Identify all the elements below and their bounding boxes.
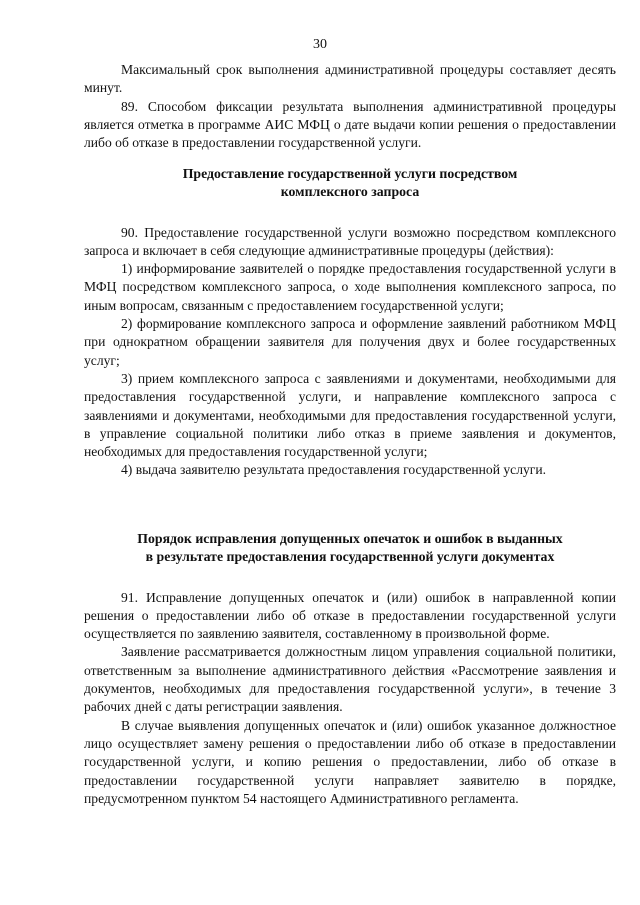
page-number: 30 xyxy=(313,37,327,52)
section-complex-request xyxy=(84,165,616,480)
paragraph-review: Заявление рассматривается должностным лицом управления социальной политики, ответственным за выполнение административного действия «Рассмотрение заявления и документов, необходимых для предоставления государственной услуги», в течение 3 рабочих дней с даты регистрации заявления. xyxy=(84,644,616,715)
intro-block xyxy=(84,61,616,152)
section-heading-line-1: Порядок исправления допущенных опечаток и ошибок в выданных xyxy=(137,531,563,546)
section-heading-line-1: Предоставление государственной услуги посредством xyxy=(182,166,518,181)
paragraph-91: 91. Исправление допущенных опечаток и (или) ошибок в направленной копии решения о предоставлении либо об отказе в предоставлении государственной услуги осуществляется по заявлению заявителя, составленному в произвольной форме. xyxy=(84,589,616,642)
paragraph-89: 89. Способом фиксации результата выполнения административной процедуры является отметка в программе АИС МФЦ о дате выдачи копии решения о предоставлении либо об отказе в предоставлении государственной услуги. xyxy=(84,98,616,151)
section-heading-line-2: в результате предоставления государственной услуги документах xyxy=(145,549,555,565)
paragraph-90: 90. Предоставление государственной услуги возможно посредством комплексного запроса и включает в себя следующие административные процедуры (действия): xyxy=(84,224,616,258)
section-error-correction xyxy=(84,530,616,808)
list-item: 2) формирование комплексного запроса и оформление заявлений работником МФЦ при однократном обращении заявителя для получения двух и более государственных услуг; xyxy=(84,316,616,368)
paragraph-max-duration: Максимальный срок выполнения административной процедуры составляет десять минут. xyxy=(84,62,616,96)
section-heading-line-2: комплексного запроса xyxy=(280,184,420,200)
list-item: 1) информирование заявителей о порядке предоставления государственной услуги в МФЦ посредством комплексного запроса, о ходе выполнения комплексного запроса, по иным вопросам, связанным с предоставлением государственной услуги; xyxy=(84,261,616,313)
list-item: 3) прием комплексного запроса с заявлениями и документами, необходимыми для предоставления государственной услуги, и направление комплексного запроса с заявлениями и документами, необходимыми для предоставления государственной услуги, в управление социальной политики либо отказ в приеме заявления и документов, необходимых для предоставления государственной услуги; xyxy=(84,370,616,460)
list-item: 4) выдача заявителю результата предоставления государственной услуги. xyxy=(121,462,547,478)
paragraph-error-case: В случае выявления допущенных опечаток и (или) ошибок указанное должностное лицо осуществляет замену решения о предоставлении либо об отказе в предоставлении государственной услуги, и копию решения о предоставлении, либо об отказе в предоставлении государственной услуги направляет заявителю в порядке, предусмотренном пунктом 54 настоящего Административного регламента. xyxy=(84,717,616,806)
